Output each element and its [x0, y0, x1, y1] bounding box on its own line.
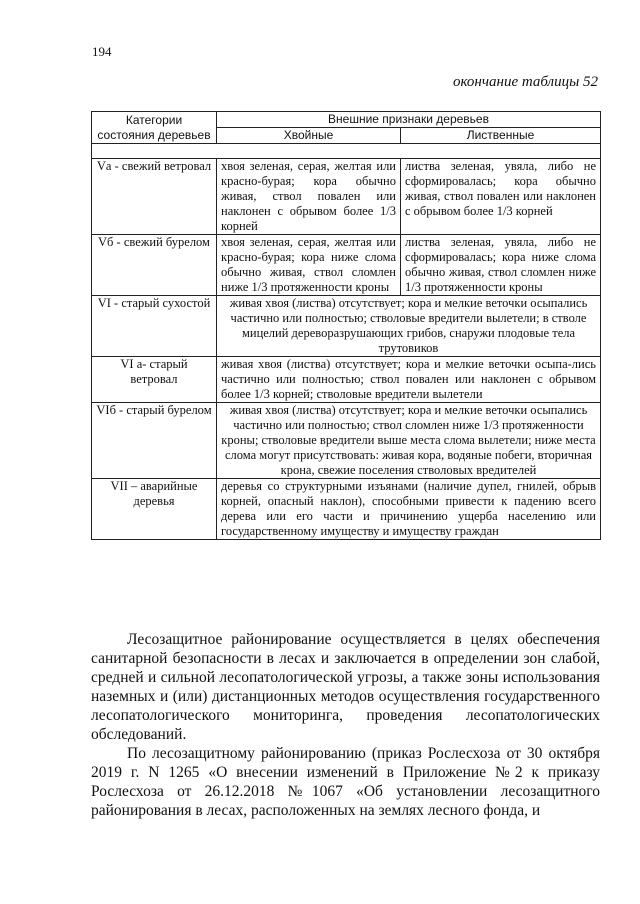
category-cell: VI а- старый ветровал: [92, 357, 217, 403]
header-deciduous: Лиственные: [401, 128, 601, 144]
category-cell: Vб - свежий бурелом: [92, 235, 217, 296]
category-cell: VII – аварийные деревья: [92, 479, 217, 540]
merged-signs-cell: деревья со структурными изъянами (наличие дупел, гнилей, обрыв корней, опасный наклон), способными привести к падению всего дерева или его части и причинению ущерба населению или государственному имуществу и имуществу граждан: [217, 479, 601, 540]
conifers-cell: хвоя зеленая, серая, желтая или красно-бурая; кора ниже слома обычно живая, ствол сломлен ниже 1/3 протяженности кроны: [217, 235, 401, 296]
category-cell: VIб - старый бурелом: [92, 403, 217, 479]
table-row: [92, 235, 601, 296]
deciduous-cell: листва зеленая, увяла, либо не сформировалась; кора обычно живая, ствол повален или наклонен с обрывом более 1/3 корней: [401, 159, 601, 235]
table-row: [92, 357, 601, 403]
merged-signs-cell: живая хвоя (листва) отсутствует; кора и мелкие веточки осыпались частично или полностью; ствол сломлен ниже 1/3 протяженности кроны; стволовые вредители выше места слома вылетели; ниже места слома могут присутствовать: живая кора, водяные побеги, вторичная крона, свежие поселения стволовых вредителей: [217, 403, 601, 479]
tree-condition-table: [91, 111, 601, 540]
page-number: 194: [92, 44, 112, 59]
deciduous-cell: листва зеленая, увяла, либо не сформировалась; кора ниже слома обычно живая, ствол сломлен ниже 1/3 протяженности кроны: [401, 235, 601, 296]
paragraph: По лесозащитному районированию (приказ Рослесхоза от 30 октября 2019 г. N 1265 «О внесении изменений в Приложение №2 к приказу Рослесхоза от 26.12.2018 №1067 «Об установлении лесозащитного районирования в лесах, расположенных на землях лесного фонда, и: [91, 745, 600, 819]
header-signs: Внешние признаки деревьев: [217, 112, 601, 128]
table-continuation-caption: окончание таблицы 52: [452, 74, 598, 90]
table-spacer-row: [92, 144, 601, 159]
category-cell: Vа - свежий ветровал: [92, 159, 217, 235]
table-row: [92, 159, 601, 235]
merged-signs-cell: живая хвоя (листва) отсутствует; кора и мелкие веточки осыпались частично или полностью; стволовые вредители вылетели; в стволе мицелий дереворазрушающих грибов, снаружи плодовые тела трутовиков: [217, 296, 601, 357]
table-row: [92, 479, 601, 540]
header-conifers: Хвойные: [217, 128, 401, 144]
body-text: [91, 630, 600, 820]
paragraph: Лесозащитное районирование осуществляется в целях обеспечения санитарной безопасности в лесах и заключается в определении зон слабой, средней и сильной лесопатологической угрозы, а также зоны использования наземных и (или) дистанционных методов осуществления государственного лесопатологического мониторинга, проведения лесопатологических обследований.: [91, 631, 600, 743]
header-categories: Категории состояния деревьев: [92, 112, 217, 144]
merged-signs-cell: живая хвоя (листва) отсутствует; кора и мелкие веточки осыпа-лись частично или полностью; ствол повален или наклонен с обрывом более 1/3 корней; стволовые вредители вылетели: [217, 357, 601, 403]
table-row: [92, 296, 601, 357]
table-row: [92, 403, 601, 479]
conifers-cell: хвоя зеленая, серая, желтая или красно-бурая; кора обычно живая, ствол повален или наклонен с обрывом более 1/3 корней: [217, 159, 401, 235]
category-cell: VI - старый сухостой: [92, 296, 217, 357]
